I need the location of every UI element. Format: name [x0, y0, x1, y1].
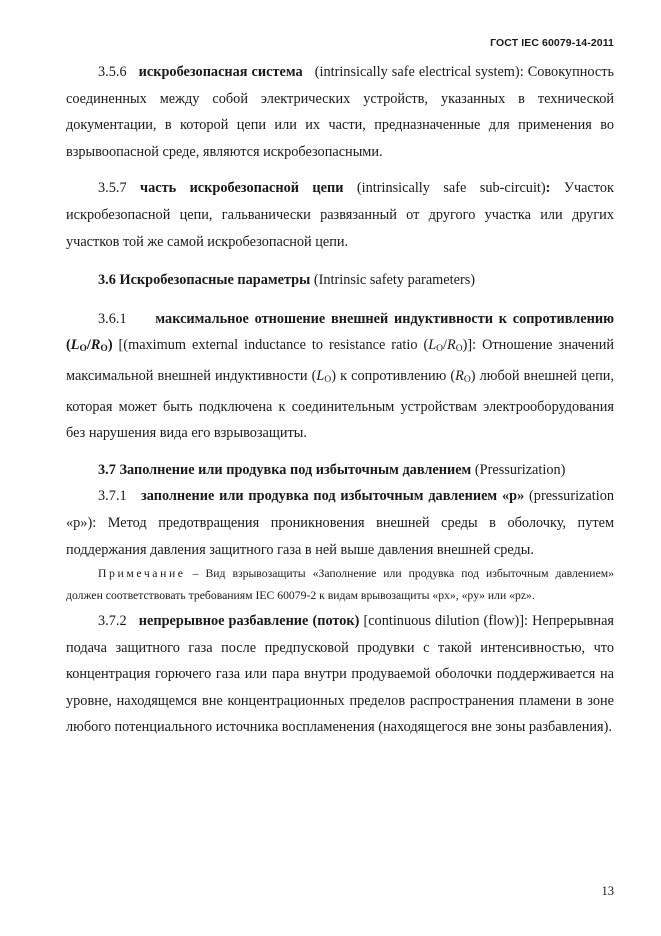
clause-3-7-1 [66, 483, 614, 563]
note-text: – Вид взрывозащиты «Заполнение или продувка под избыточным давлением» должен соответствовать требованиям IEC 60079-2 к видам врывозащиты «px», «py» или «pz». [66, 567, 614, 602]
section-3-6 [66, 267, 614, 294]
document-body [66, 59, 614, 741]
note-label: Примечание [98, 567, 186, 581]
definition: Отношение значений максимальной внешней индуктивности $(L_O)$ к сопротивлению $(R_O)$ любой внешней цепи, которая может быть подключена к соединительным устройствам электрооборудования без нарушения вида его взрывозащиты. [66, 337, 615, 442]
clause-3-5-6 [66, 59, 614, 165]
clause-number: 3.5.7 [98, 180, 127, 197]
clause-number: 3.6.1 [98, 310, 127, 327]
section-3-7 [66, 457, 614, 484]
section-title-english: (Pressurization) [474, 461, 566, 478]
definition: Участок искробезопасной цепи, гальванически развязанный от другого участка или других участков той же самой искробезопасной цепи. [66, 180, 615, 250]
section-title: 3.6 Искробезопасные параметры [98, 272, 311, 289]
term-english: [(maximum external inductance to resistance ratio $(L_O/R_O)$]: [118, 337, 477, 355]
clause-3-7-2 [66, 608, 614, 741]
definition: Совокупность соединенных между собой электрических устройств, указанных в технической документации, в которой цепи или их части, предназначенные для применения во взрывоопасной среде, являются искробезопасными. [66, 64, 615, 160]
term: заполнение или продувка под избыточным давлением «р» [141, 488, 525, 505]
clause-number: 3.7.1 [98, 488, 127, 505]
term: часть искробезопасной цепи [140, 180, 344, 197]
clause-3-5-7 [66, 175, 614, 255]
term-english: [continuous dilution (flow)]: [363, 613, 529, 630]
note [66, 563, 614, 606]
section-title-english: (Intrinsic safety parameters) [313, 272, 476, 289]
term: непрерывное разбавление (поток) [138, 613, 360, 630]
term-english: (intrinsically safe electrical system): [314, 64, 524, 80]
term-english: (intrinsically safe sub-circuit) [356, 180, 546, 197]
clause-number: 3.7.2 [98, 613, 127, 630]
term-english: (pressurization «р»): [66, 488, 614, 531]
term: искробезопасная система [138, 64, 303, 80]
section-title: 3.7 Заполнение или продувка под избыточным давлением [98, 461, 472, 478]
definition: Метод предотвращения проникновения внешней среды в оболочку, путем поддержания давления защитного газа в ней выше давления внешней среды. [66, 514, 614, 558]
document-header: ГОСТ IEC 60079-14-2011 [490, 37, 614, 49]
page-number: 13 [601, 884, 614, 898]
definition: Непрерывная подача защитного газа после предпусковой продувки с такой интенсивностью, что концентрация горючего газа или пара внутри продуваемой оболочки поддерживается на уровне, находящемся вне концентрационных пределов распространения пламени в зоне любого потенциального источника воспламенения (находящегося вне зоны разбавления). [66, 613, 614, 736]
clause-3-6-1 [66, 306, 614, 447]
term: максимальное отношение внешней индуктивности к сопротивлению $(L_O/R_O)$ [66, 310, 614, 355]
term-colon: : [545, 180, 551, 197]
clause-number: 3.5.6 [98, 64, 127, 80]
